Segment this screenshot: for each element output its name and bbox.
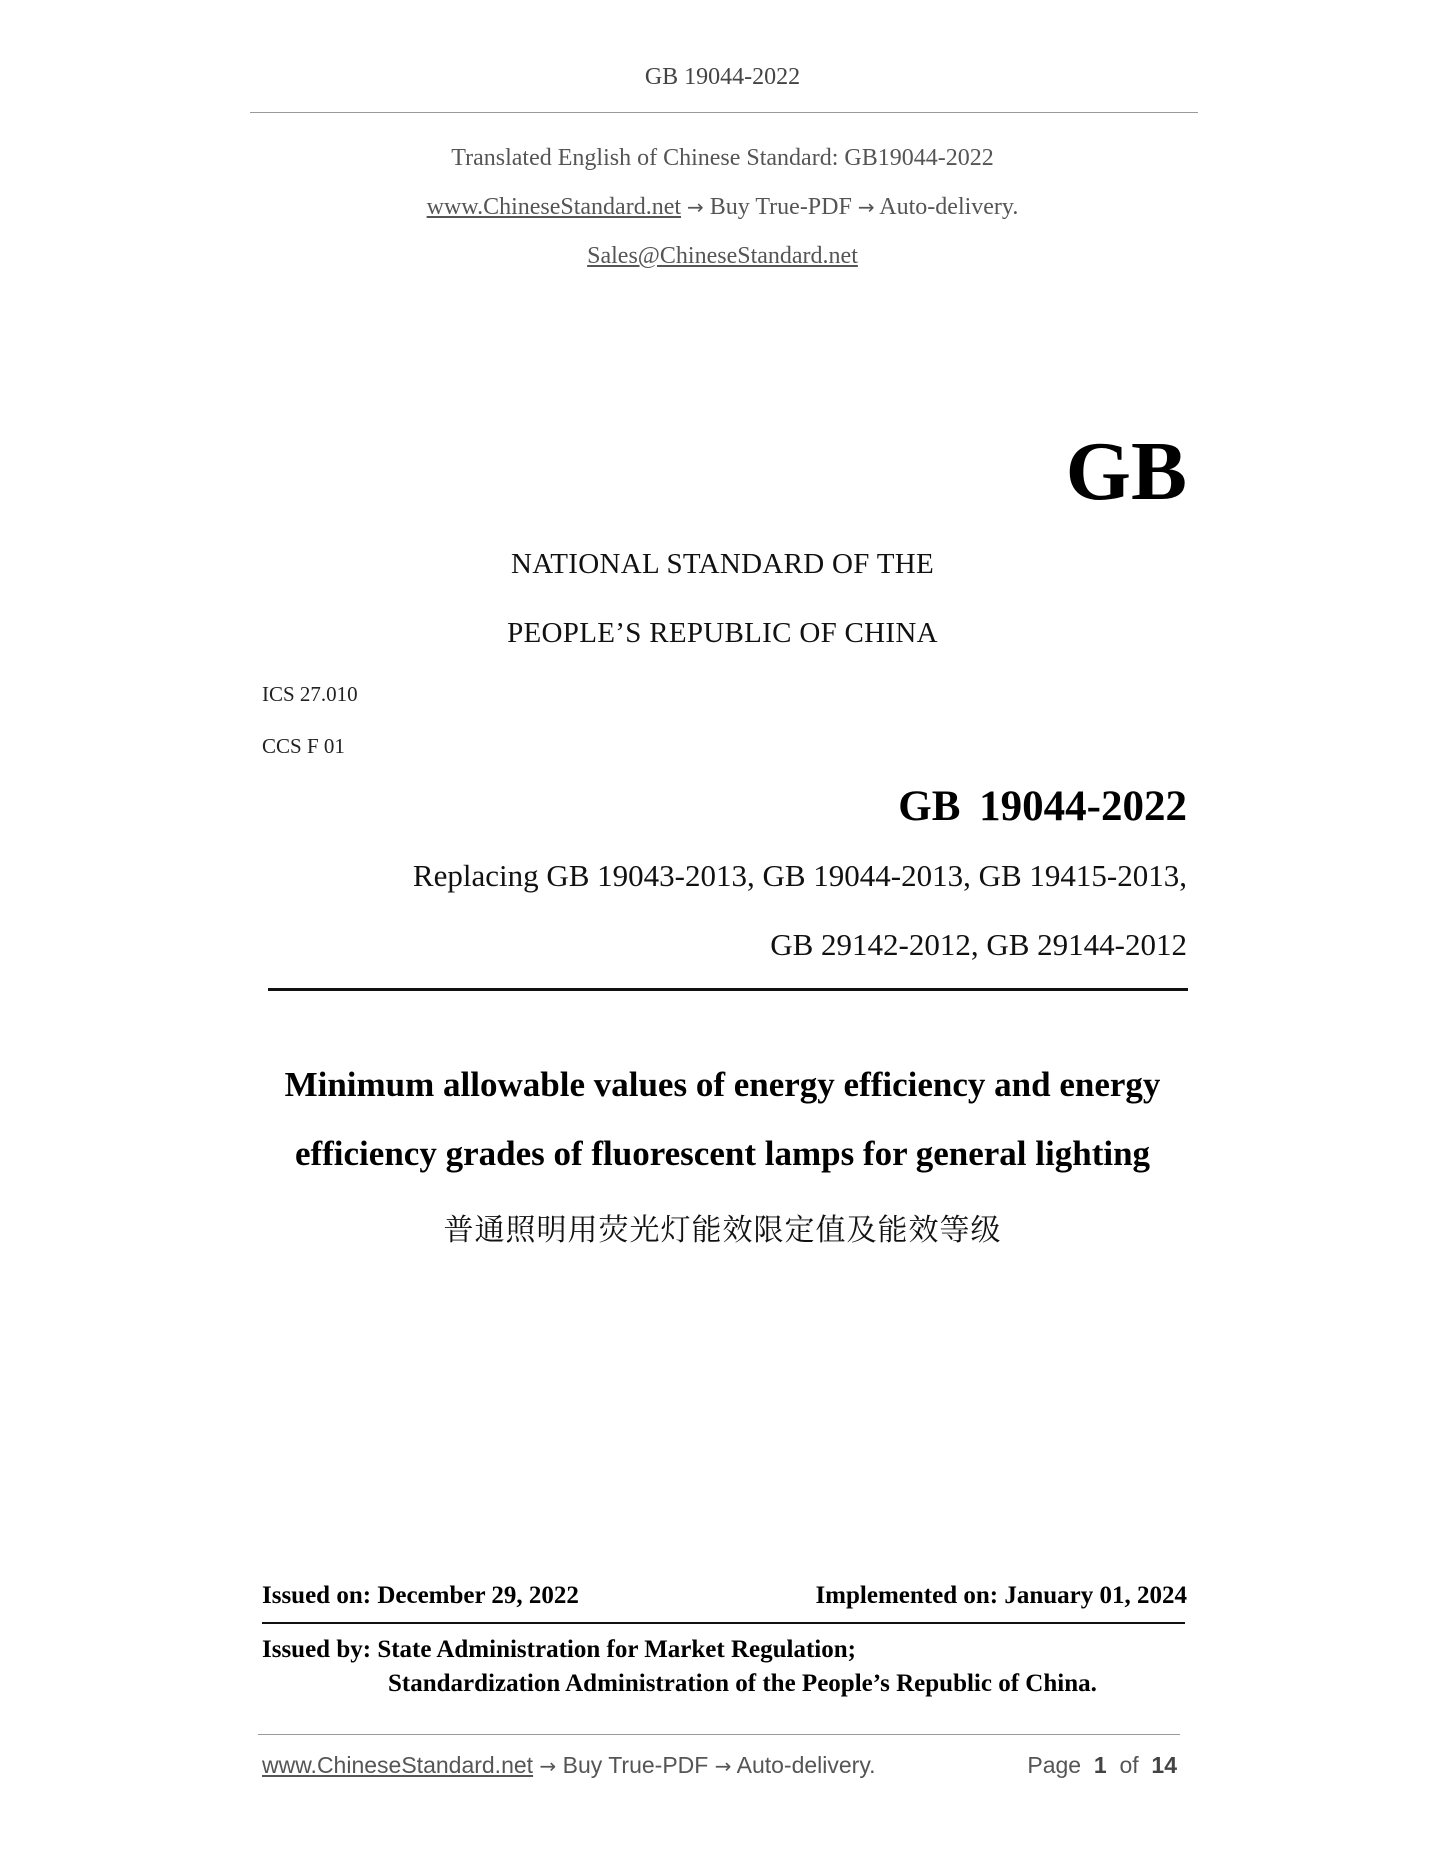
issued-on: Issued on: December 29, 2022 <box>262 1582 579 1609</box>
arrow-icon: → <box>714 1754 732 1778</box>
arrow-icon: → <box>539 1754 557 1778</box>
replacing-line-1: Replacing GB 19043-2013, GB 19044-2013, GB 19415-2013, <box>412 858 1187 893</box>
site-link[interactable]: www.ChineseStandard.net <box>426 194 682 220</box>
gb-mark: GB <box>1065 425 1187 518</box>
ccs-code: CCS F 01 <box>262 734 345 758</box>
country-line-1: NATIONAL STANDARD OF THE <box>511 548 934 580</box>
arrow-icon: → <box>857 195 875 219</box>
header-divider <box>250 112 1198 113</box>
page-label: Page <box>1027 1752 1082 1778</box>
title-en-line-1: Minimum allowable values of energy efficiency and energy <box>284 1065 1161 1104</box>
translation-notice: Translated English of Chinese Standard: GB19044-2022 <box>451 145 994 171</box>
issued-by-line-1: Issued by: State Administration for Market Regulation; <box>262 1636 856 1663</box>
title-divider <box>268 988 1188 991</box>
footer-purchase-line <box>262 1752 876 1779</box>
total-pages: 14 <box>1151 1752 1177 1778</box>
email-link[interactable]: Sales@ChineseStandard.net <box>587 243 858 269</box>
email-line <box>0 243 1445 270</box>
arrow-icon: → <box>687 195 704 219</box>
implemented-on: Implemented on: January 01, 2024 <box>815 1582 1187 1609</box>
issuance-divider <box>262 1622 1185 1624</box>
page-indicator <box>1027 1752 1177 1779</box>
footer-site-link[interactable]: www.ChineseStandard.net <box>262 1752 534 1778</box>
standard-number: GB 19044-2022 <box>898 783 1187 830</box>
buy-text: Buy True-PDF <box>709 194 852 220</box>
delivery-text: Auto-delivery. <box>879 194 1019 220</box>
title-en-line-2: efficiency grades of fluorescent lamps for general lighting <box>294 1134 1151 1173</box>
page-number: 1 <box>1093 1752 1107 1778</box>
replacing-line-2: GB 29142-2012, GB 29144-2012 <box>770 927 1187 962</box>
title-cn: 普通照明用荧光灯能效限定值及能效等级 <box>443 1213 1002 1248</box>
purchase-line <box>0 194 1445 221</box>
ics-code: ICS 27.010 <box>262 682 358 706</box>
of-label: of <box>1119 1752 1139 1778</box>
running-header: GB 19044-2022 <box>644 64 801 90</box>
country-line-2: PEOPLE’S REPUBLIC OF CHINA <box>507 617 938 649</box>
footer-divider <box>258 1734 1180 1735</box>
issued-by-line-2: Standardization Administration of the People’s Republic of China. <box>388 1670 1097 1697</box>
footer-delivery-text: Auto-delivery. <box>736 1752 876 1778</box>
footer-buy-text: Buy True-PDF <box>562 1752 709 1778</box>
